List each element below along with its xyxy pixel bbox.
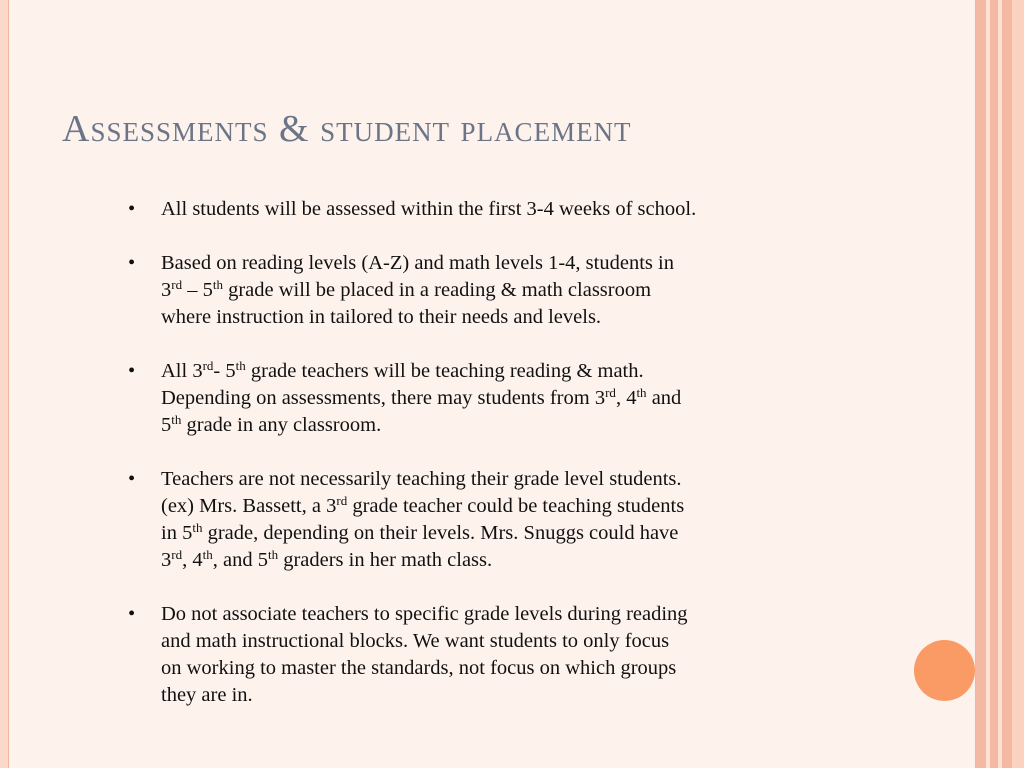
left-border-stripe [0, 0, 8, 768]
bullet-line [161, 250, 848, 277]
bullet-item [128, 196, 848, 223]
bullet-line [161, 628, 848, 655]
text-run: – 5 [182, 279, 213, 301]
decorative-orange-circle [914, 640, 975, 701]
stripe [1002, 0, 1012, 768]
slide-title: Assessments & student placement [62, 108, 632, 150]
text-run: grade will be placed in a reading & math classroom [222, 279, 652, 301]
bullet-line [161, 304, 848, 331]
text-run: 3 [161, 279, 172, 301]
text-run: and [646, 387, 682, 409]
text-run: grade in any classroom. [181, 414, 382, 436]
text-run: in 5 [161, 522, 193, 544]
bullet-line [161, 655, 848, 682]
text-run: 3 [161, 549, 172, 571]
bullet-marker: • [128, 252, 136, 274]
text-run: Do not associate teachers to specific grade levels during reading [161, 603, 688, 625]
ordinal-suffix: th [267, 547, 279, 562]
text-run: , 4 [615, 387, 637, 409]
text-run: graders in her math class. [278, 549, 493, 571]
bullet-list [128, 196, 848, 736]
bullet-line [161, 277, 848, 304]
bullet-line [161, 466, 848, 493]
ordinal-suffix: rd [605, 385, 616, 400]
bullet-marker: • [128, 468, 136, 490]
bullet-line [161, 520, 848, 547]
text-run: All students will be assessed within the first 3-4 weeks of school. [161, 198, 697, 220]
ordinal-suffix: th [192, 520, 203, 535]
ordinal-suffix: rd [336, 493, 348, 508]
bullet-line [161, 385, 848, 412]
ordinal-suffix: rd [171, 547, 183, 562]
bullet-line [161, 601, 848, 628]
text-run: (ex) Mrs. Bassett, a 3 [161, 495, 337, 517]
stripe [976, 0, 986, 768]
bullet-line [161, 358, 848, 385]
text-run: - 5 [213, 360, 236, 382]
ordinal-suffix: rd [171, 277, 183, 292]
text-run: 5 [161, 414, 172, 436]
ordinal-suffix: th [235, 358, 246, 373]
bullet-line [161, 547, 848, 574]
text-run: where instruction in tailored to their needs and levels. [161, 306, 602, 328]
ordinal-suffix: rd [202, 358, 214, 373]
ordinal-suffix: th [212, 277, 223, 292]
bullet-item [128, 358, 848, 439]
bullet-line [161, 493, 848, 520]
ordinal-suffix: th [171, 412, 182, 427]
text-run: Depending on assessments, there may students from 3 [161, 387, 606, 409]
text-run: and math instructional blocks. We want students to only focus [161, 630, 670, 652]
bullet-line [161, 682, 848, 709]
text-run: , and 5 [212, 549, 268, 571]
bullet-line [161, 412, 848, 439]
stripe [1012, 0, 1024, 768]
stripe [990, 0, 998, 768]
text-run: Based on reading levels (A-Z) and math levels 1-4, students in [161, 252, 674, 274]
ordinal-suffix: th [636, 385, 647, 400]
right-border-stripes [976, 0, 1024, 768]
bullet-item [128, 466, 848, 574]
text-run: All 3 [161, 360, 203, 382]
text-run: , 4 [182, 549, 203, 571]
bullet-item [128, 250, 848, 331]
ordinal-suffix: th [202, 547, 213, 562]
bullet-line [161, 196, 848, 223]
bullet-marker: • [128, 360, 136, 382]
text-run: grade, depending on their levels. Mrs. Snuggs could have [202, 522, 679, 544]
text-run: on working to master the standards, not focus on which groups [161, 657, 677, 679]
bullet-item [128, 601, 848, 709]
text-run: grade teacher could be teaching students [347, 495, 685, 517]
bullet-marker: • [128, 603, 136, 625]
text-run: grade teachers will be teaching reading & math. [245, 360, 644, 382]
text-run: Teachers are not necessarily teaching their grade level students. [161, 468, 682, 490]
text-run: they are in. [161, 684, 253, 706]
bullet-marker: • [128, 198, 136, 220]
